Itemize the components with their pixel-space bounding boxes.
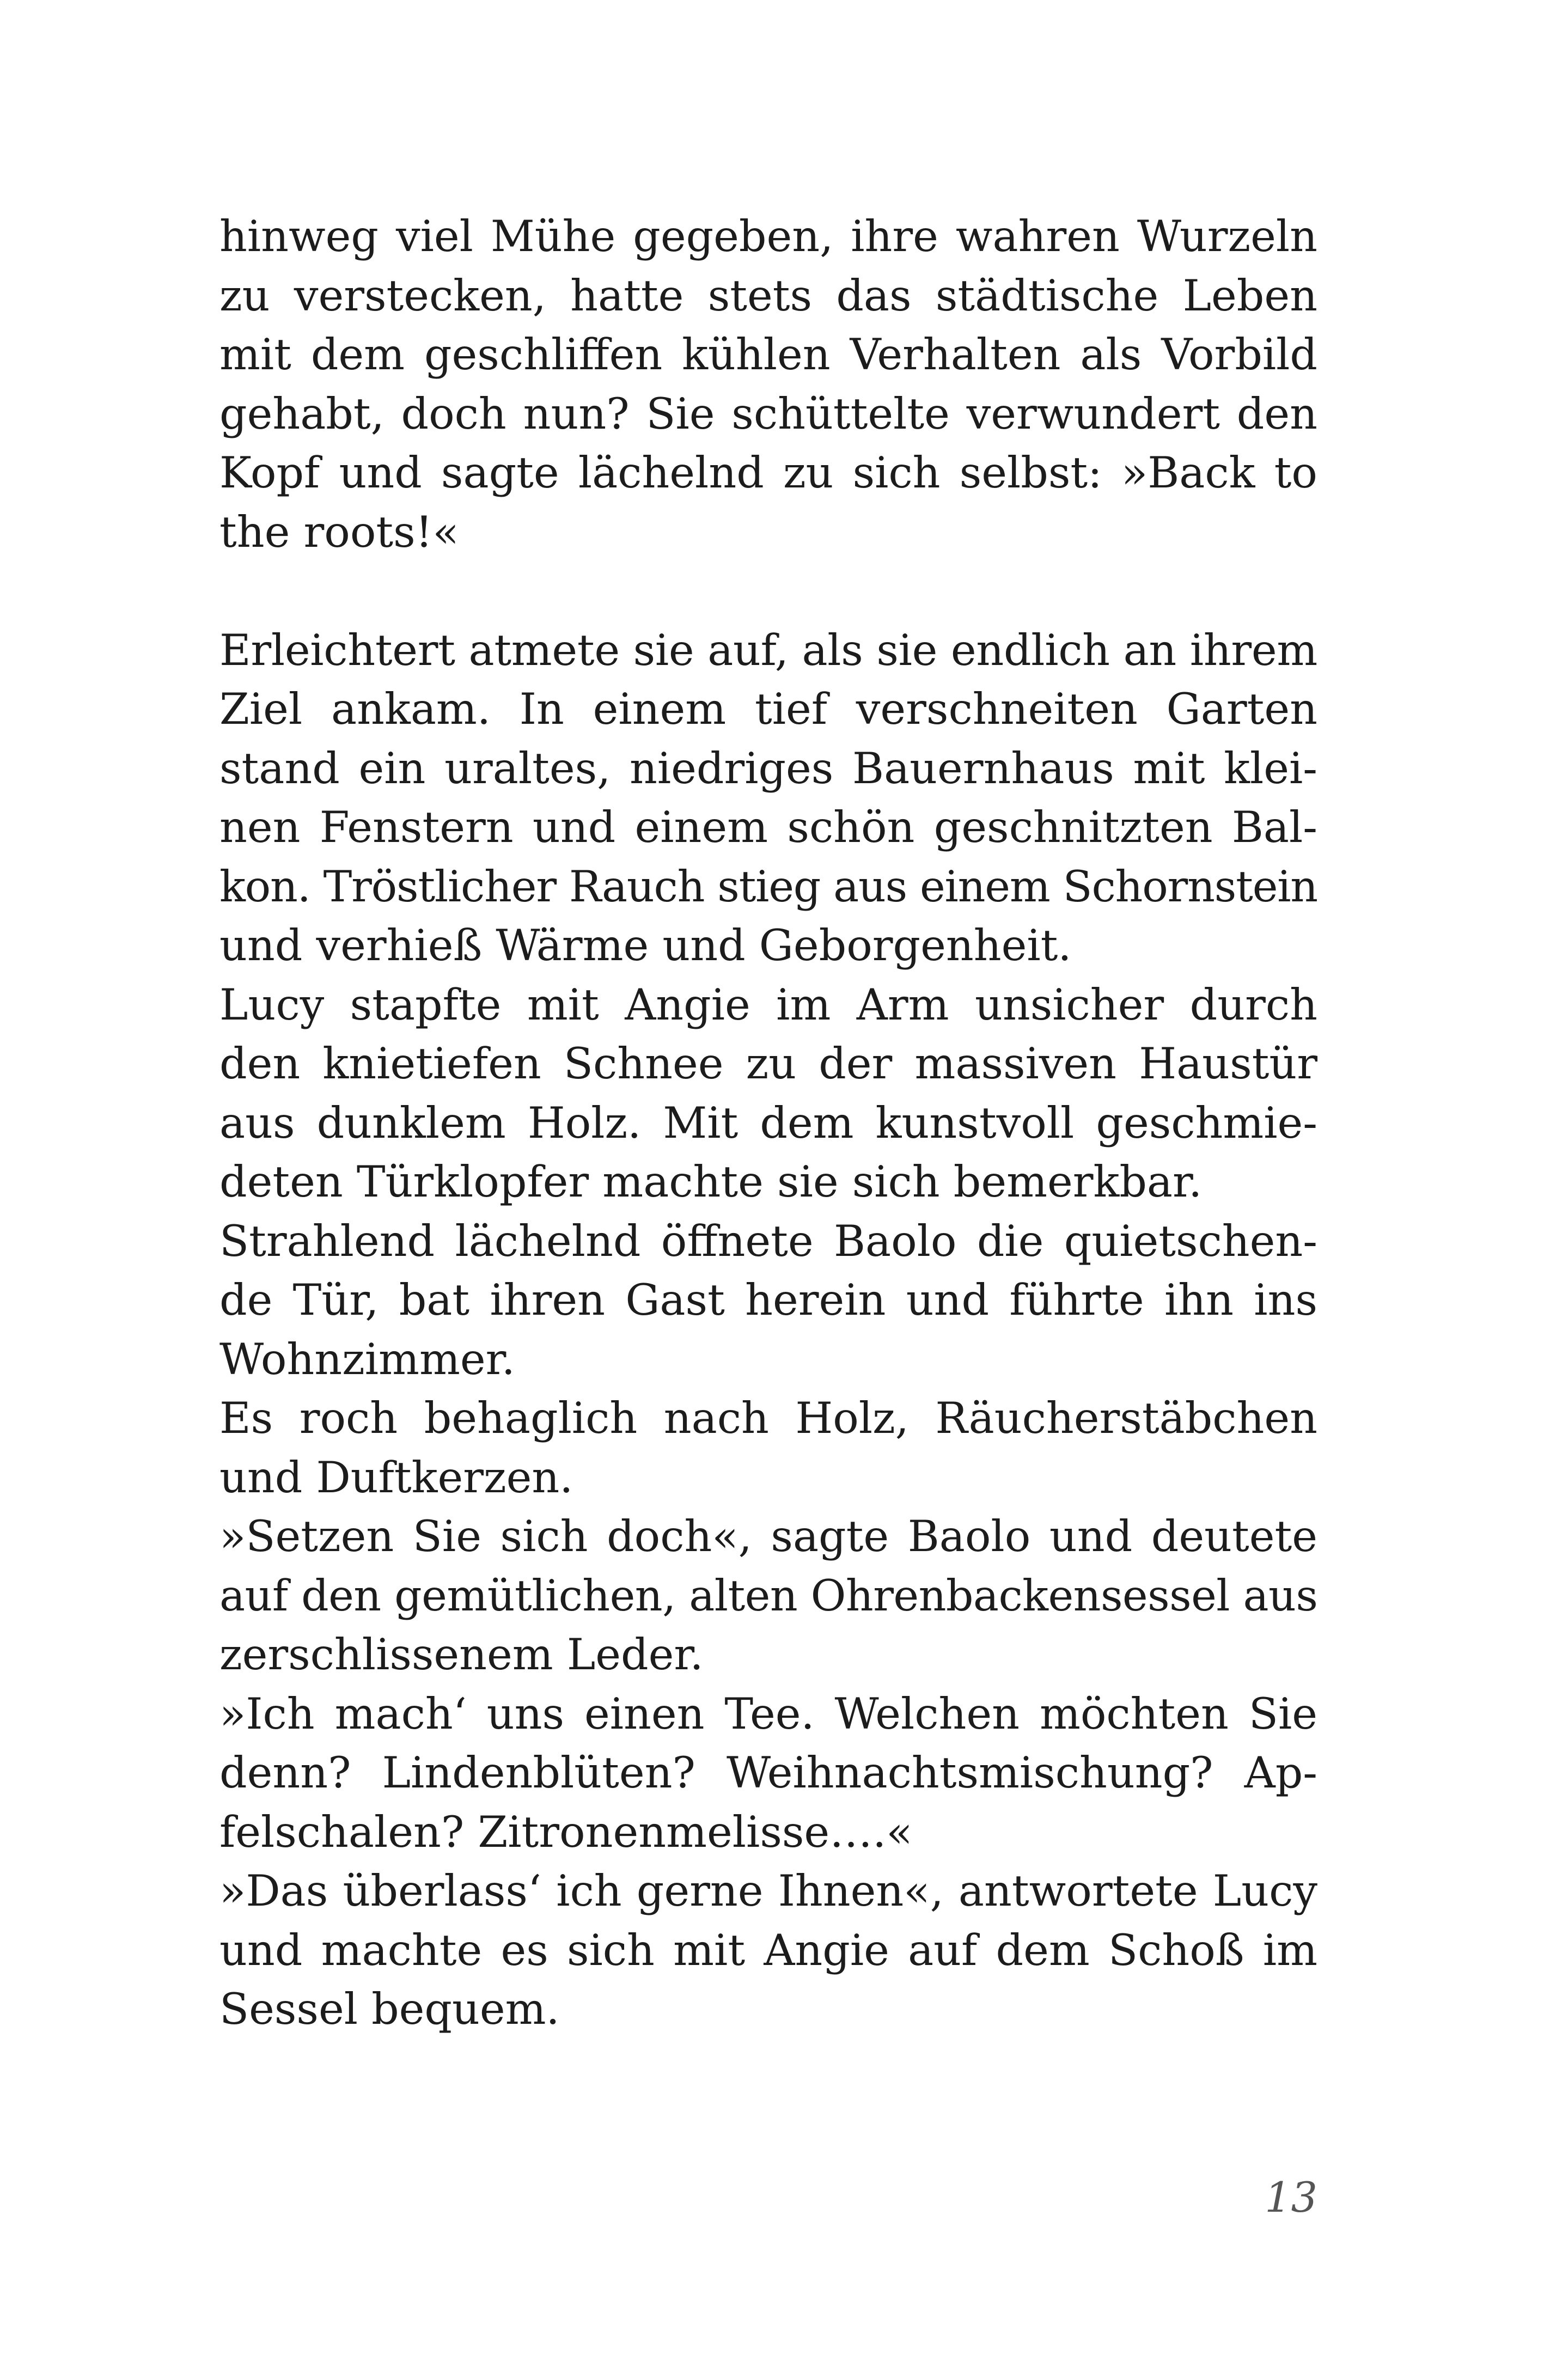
page-number: 13 bbox=[1265, 2173, 1317, 2222]
text-line: zu verstecken, hatte stets das städtische Leben bbox=[219, 270, 1317, 321]
paragraph bbox=[219, 1212, 1317, 1389]
text-line: den knietiefen Schnee zu der massiven Haustür bbox=[219, 1039, 1317, 1089]
text-line: Sessel bequem. bbox=[219, 1984, 560, 2034]
text-line: »Ich mach‘ uns einen Tee. Welchen möchten Sie bbox=[219, 1688, 1317, 1739]
text-line: und Duftkerzen. bbox=[219, 1452, 573, 1503]
text-line: felschalen? Zitronenmelisse….« bbox=[219, 1807, 913, 1857]
text-line: »Das überlass‘ ich gerne Ihnen«, antwortete Lucy bbox=[219, 1866, 1317, 1916]
text-line: Ziel ankam. In einem tief verschneiten Garten bbox=[219, 684, 1317, 734]
text-line: kon. Tröstlicher Rauch stieg aus einem Schornstein bbox=[219, 861, 1317, 912]
text-line: mit dem geschliffen kühlen Verhalten als Vorbild bbox=[219, 329, 1317, 380]
text-line: Es roch behaglich nach Holz, Räucherstäbchen bbox=[219, 1393, 1317, 1443]
text-line: hinweg viel Mühe gegeben, ihre wahren Wurzeln bbox=[219, 211, 1317, 261]
text-line: gehabt, doch nun? Sie schüttelte verwundert den bbox=[219, 388, 1317, 439]
text-line: und verhieß Wärme und Geborgenheit. bbox=[219, 920, 1072, 971]
text-line: zerschlissenem Leder. bbox=[219, 1630, 704, 1680]
paragraph-gap bbox=[219, 562, 1317, 621]
text-line: aus dunklem Holz. Mit dem kunstvoll geschmie- bbox=[219, 1097, 1317, 1148]
text-line: »Setzen Sie sich doch«, sagte Baolo und deutete bbox=[219, 1511, 1317, 1561]
paragraph bbox=[219, 1389, 1317, 1507]
paragraph bbox=[219, 1862, 1317, 2039]
text-line: Strahlend lächelnd öffnete Baolo die quietschen- bbox=[219, 1216, 1317, 1266]
text-line: de Tür, bat ihren Gast herein und führte ihn ins bbox=[219, 1275, 1317, 1325]
page-body-text bbox=[219, 207, 1317, 2039]
text-line: Erleichtert atmete sie auf, als sie endlich an ihrem bbox=[219, 625, 1317, 675]
paragraph bbox=[219, 207, 1317, 562]
paragraph bbox=[219, 1685, 1317, 1862]
text-line: Lucy stapfte mit Angie im Arm unsicher durch bbox=[219, 979, 1317, 1030]
paragraph bbox=[219, 621, 1317, 975]
text-line: Wohnzimmer. bbox=[219, 1334, 515, 1384]
text-line: deten Türklopfer machte sie sich bemerkbar. bbox=[219, 1157, 1203, 1207]
text-line: nen Fenstern und einem schön geschnitzten Bal- bbox=[219, 802, 1317, 852]
text-line: the roots!« bbox=[219, 506, 459, 557]
text-line: auf den gemütlichen, alten Ohrenbackensessel aus bbox=[219, 1570, 1318, 1621]
text-line: und machte es sich mit Angie auf dem Schoß im bbox=[219, 1925, 1317, 1975]
text-line: denn? Lindenblüten? Weihnachtsmischung? Ap- bbox=[219, 1748, 1317, 1798]
paragraph bbox=[219, 975, 1317, 1212]
text-line: stand ein uraltes, niedriges Bauernhaus mit klei- bbox=[219, 743, 1317, 794]
paragraph bbox=[219, 1507, 1317, 1685]
text-line: Kopf und sagte lächelnd zu sich selbst: »Back to bbox=[219, 448, 1317, 498]
